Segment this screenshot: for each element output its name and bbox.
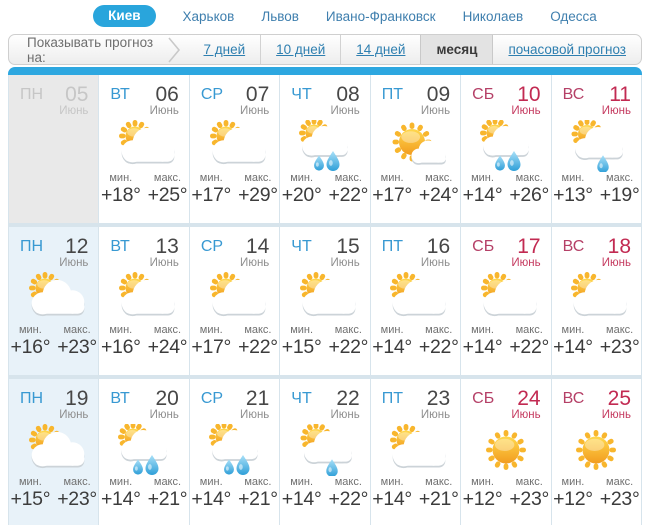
sunny-icon bbox=[561, 424, 631, 476]
day-number: 05 bbox=[65, 83, 89, 106]
day-of-week: СР bbox=[200, 86, 224, 103]
day-number: 06 bbox=[155, 83, 179, 106]
min-temp: +14° bbox=[553, 335, 593, 358]
temperatures bbox=[99, 324, 188, 359]
day-header bbox=[9, 227, 98, 271]
day-of-week: ВТ bbox=[110, 238, 130, 255]
mostly-cloudy-icon bbox=[471, 272, 541, 324]
sunny-icon bbox=[471, 424, 541, 476]
day-card-19[interactable] bbox=[9, 379, 98, 525]
max-temp: +24° bbox=[418, 183, 459, 206]
temperatures bbox=[280, 172, 369, 207]
temperatures bbox=[552, 172, 641, 207]
temperatures bbox=[280, 476, 369, 511]
day-card-06[interactable] bbox=[99, 75, 188, 223]
day-card-23[interactable] bbox=[371, 379, 460, 525]
month-name: Июнь bbox=[149, 257, 179, 269]
rain-sun-icon bbox=[471, 120, 541, 172]
day-of-week: СБ bbox=[472, 86, 495, 103]
month-name: Июнь bbox=[601, 257, 631, 269]
city-tab-ivano-frankovsk[interactable]: Ивано-Франковск bbox=[325, 8, 436, 24]
day-card-16[interactable] bbox=[371, 227, 460, 375]
day-of-week: ВТ bbox=[110, 390, 130, 407]
day-number: 24 bbox=[517, 387, 541, 410]
max-temp: +29° bbox=[238, 183, 278, 206]
temperatures bbox=[461, 172, 550, 207]
min-label: мин. bbox=[290, 323, 314, 336]
day-number: 08 bbox=[336, 83, 360, 106]
month-name: Июнь bbox=[240, 257, 270, 269]
day-number: 25 bbox=[607, 387, 631, 410]
max-label: макс. bbox=[425, 323, 453, 336]
max-temp: +21° bbox=[238, 487, 278, 510]
day-card-12[interactable] bbox=[9, 227, 98, 375]
day-card-05 bbox=[9, 75, 98, 223]
temperatures bbox=[190, 476, 279, 511]
min-label: мин. bbox=[109, 171, 133, 184]
max-label: макс. bbox=[515, 323, 543, 336]
month-name: Июнь bbox=[420, 257, 451, 269]
month-name: Июнь bbox=[149, 105, 179, 117]
day-number: 10 bbox=[517, 83, 541, 106]
day-header bbox=[99, 227, 188, 271]
temperatures bbox=[461, 476, 550, 511]
month-name: Июнь bbox=[511, 409, 541, 421]
day-card-07[interactable] bbox=[190, 75, 279, 223]
temperatures bbox=[461, 324, 550, 359]
day-of-week: ПН bbox=[20, 238, 44, 255]
temperatures bbox=[99, 476, 188, 511]
range-option-7-days[interactable]: 7 дней bbox=[203, 42, 246, 57]
temperatures bbox=[9, 324, 98, 359]
day-of-week: ПН bbox=[20, 86, 44, 103]
city-tab-nikolaev[interactable]: Николаев bbox=[462, 8, 524, 24]
day-card-24[interactable] bbox=[461, 379, 550, 525]
temperatures bbox=[371, 476, 460, 511]
calendar-top-bar bbox=[8, 67, 642, 75]
day-number: 15 bbox=[336, 235, 360, 258]
month-name: Июнь bbox=[240, 105, 270, 117]
mostly-sunny-icon bbox=[380, 120, 450, 172]
max-temp: +21° bbox=[147, 487, 188, 510]
day-header bbox=[461, 227, 550, 271]
day-of-week: СБ bbox=[472, 390, 495, 407]
range-option-14-days[interactable]: 14 дней bbox=[356, 42, 406, 57]
mostly-cloudy-icon bbox=[200, 272, 270, 324]
max-temp: +22° bbox=[328, 183, 369, 206]
forecast-range-label: Показывать прогноз на: bbox=[27, 34, 154, 65]
min-temp: +16° bbox=[100, 335, 141, 358]
month-name: Июнь bbox=[330, 257, 360, 269]
day-card-18[interactable] bbox=[552, 227, 641, 375]
day-number: 21 bbox=[245, 387, 270, 410]
day-header bbox=[99, 75, 188, 119]
min-temp: +14° bbox=[281, 487, 322, 510]
day-header bbox=[552, 227, 641, 271]
day-of-week: ПН bbox=[20, 390, 44, 407]
min-temp: +14° bbox=[372, 335, 412, 358]
day-card-08[interactable] bbox=[280, 75, 369, 223]
chevron-right-icon bbox=[166, 35, 182, 64]
day-card-21[interactable] bbox=[190, 379, 279, 525]
day-card-20[interactable] bbox=[99, 379, 188, 525]
max-label: макс. bbox=[244, 475, 272, 488]
min-label: мин. bbox=[561, 475, 585, 488]
rain-sun-icon bbox=[109, 424, 179, 476]
day-header bbox=[552, 75, 641, 119]
day-card-17[interactable] bbox=[461, 227, 550, 375]
day-of-week: ЧТ bbox=[291, 390, 312, 407]
max-temp: +23° bbox=[509, 487, 550, 510]
min-label: мин. bbox=[109, 323, 133, 336]
day-number: 07 bbox=[245, 83, 270, 106]
max-label: макс. bbox=[153, 323, 182, 336]
temperatures bbox=[371, 172, 460, 207]
rain-sun-icon bbox=[290, 120, 360, 172]
day-of-week: ВС bbox=[562, 238, 585, 255]
day-of-week: ПТ bbox=[381, 238, 403, 255]
min-temp: +15° bbox=[10, 487, 51, 510]
day-number: 19 bbox=[65, 387, 89, 410]
temperatures bbox=[371, 324, 460, 359]
day-header bbox=[190, 227, 279, 271]
max-label: макс. bbox=[515, 475, 543, 488]
day-header bbox=[190, 379, 279, 423]
min-temp: +14° bbox=[462, 183, 503, 206]
max-temp: +22° bbox=[418, 335, 459, 358]
range-option-month[interactable]: месяц bbox=[420, 35, 493, 64]
max-temp: +23° bbox=[599, 335, 640, 358]
forecast-range-bar bbox=[8, 34, 642, 65]
min-label: мин. bbox=[471, 323, 494, 336]
max-temp: +22° bbox=[509, 335, 550, 358]
month-name: Июнь bbox=[149, 409, 179, 421]
day-header bbox=[190, 75, 279, 119]
max-label: макс. bbox=[153, 475, 182, 488]
max-temp: +26° bbox=[509, 183, 550, 206]
min-label: мин. bbox=[561, 171, 585, 184]
day-header bbox=[461, 75, 550, 119]
day-number: 12 bbox=[65, 235, 89, 258]
day-number: 22 bbox=[336, 387, 360, 410]
day-of-week: ЧТ bbox=[291, 238, 312, 255]
mostly-cloudy-icon bbox=[561, 272, 631, 324]
month-name: Июнь bbox=[511, 105, 541, 117]
day-of-week: СР bbox=[200, 390, 224, 407]
light-rain-sun-icon bbox=[290, 424, 360, 476]
min-temp: +15° bbox=[281, 335, 322, 358]
mostly-cloudy-icon bbox=[200, 120, 270, 172]
day-card-10[interactable] bbox=[461, 75, 550, 223]
min-label: мин. bbox=[471, 171, 494, 184]
mostly-cloudy-icon bbox=[380, 424, 450, 476]
min-temp: +12° bbox=[462, 487, 503, 510]
day-of-week: СР bbox=[200, 238, 224, 255]
day-of-week: ЧТ bbox=[291, 86, 312, 103]
day-of-week: ПТ bbox=[381, 390, 403, 407]
city-tab-lvov[interactable]: Львов bbox=[261, 8, 299, 24]
temperatures bbox=[190, 324, 279, 359]
month-name: Июнь bbox=[59, 257, 89, 269]
min-label: мин. bbox=[380, 323, 404, 336]
temperatures bbox=[190, 172, 279, 207]
max-temp: +19° bbox=[599, 183, 640, 206]
min-label: мин. bbox=[380, 475, 404, 488]
min-label: мин. bbox=[290, 171, 314, 184]
temperatures bbox=[552, 476, 641, 511]
min-label: мин. bbox=[290, 475, 314, 488]
day-header bbox=[371, 379, 460, 423]
min-label: мин. bbox=[471, 475, 494, 488]
temperatures bbox=[9, 476, 98, 511]
day-number: 20 bbox=[155, 387, 179, 410]
min-temp: +16° bbox=[10, 335, 51, 358]
max-temp: +24° bbox=[147, 335, 188, 358]
max-label: макс. bbox=[153, 171, 182, 184]
max-label: макс. bbox=[244, 323, 272, 336]
min-temp: +14° bbox=[100, 487, 141, 510]
max-label: макс. bbox=[334, 323, 362, 336]
max-temp: +22° bbox=[238, 335, 278, 358]
max-label: макс. bbox=[63, 475, 91, 488]
month-calendar-grid bbox=[8, 75, 642, 525]
day-of-week: ПТ bbox=[381, 86, 403, 103]
day-header bbox=[9, 75, 98, 119]
day-header bbox=[280, 227, 369, 271]
min-temp: +13° bbox=[553, 183, 593, 206]
min-temp: +17° bbox=[191, 335, 232, 358]
max-label: макс. bbox=[606, 171, 634, 184]
month-name: Июнь bbox=[511, 257, 541, 269]
range-option-hourly[interactable]: почасовой прогноз bbox=[508, 42, 626, 57]
day-number: 11 bbox=[609, 83, 631, 106]
month-name: Июнь bbox=[601, 409, 631, 421]
day-number: 13 bbox=[155, 235, 179, 258]
mostly-cloudy-icon bbox=[109, 120, 179, 172]
min-temp: +14° bbox=[191, 487, 232, 510]
day-header bbox=[552, 379, 641, 423]
day-number: 16 bbox=[426, 235, 451, 258]
day-header bbox=[461, 379, 550, 423]
max-label: макс. bbox=[334, 171, 362, 184]
min-temp: +20° bbox=[281, 183, 322, 206]
city-tab-kiev[interactable]: Киев bbox=[93, 5, 155, 27]
min-temp: +17° bbox=[191, 183, 232, 206]
max-label: макс. bbox=[606, 475, 634, 488]
min-temp: +12° bbox=[553, 487, 593, 510]
month-name: Июнь bbox=[420, 409, 451, 421]
max-temp: +22° bbox=[328, 335, 369, 358]
day-number: 18 bbox=[607, 235, 631, 258]
min-label: мин. bbox=[18, 475, 42, 488]
max-temp: +23° bbox=[599, 487, 640, 510]
min-label: мин. bbox=[561, 323, 585, 336]
day-header bbox=[371, 227, 460, 271]
day-of-week: ВС bbox=[562, 86, 585, 103]
day-header bbox=[9, 379, 98, 423]
max-label: макс. bbox=[515, 171, 543, 184]
min-label: мин. bbox=[199, 323, 223, 336]
forecast-range-options bbox=[188, 35, 641, 64]
mostly-cloudy-icon bbox=[380, 272, 450, 324]
day-card-13[interactable] bbox=[99, 227, 188, 375]
temperatures bbox=[552, 324, 641, 359]
day-number: 14 bbox=[245, 235, 270, 258]
mostly-cloudy-icon bbox=[19, 424, 89, 476]
day-card-11[interactable] bbox=[552, 75, 641, 223]
day-of-week: СБ bbox=[472, 238, 495, 255]
max-label: макс. bbox=[334, 475, 362, 488]
max-temp: +23° bbox=[57, 335, 97, 358]
min-label: мин. bbox=[109, 475, 133, 488]
light-rain-sun-icon bbox=[561, 120, 631, 172]
max-temp: +25° bbox=[147, 183, 188, 206]
max-temp: +23° bbox=[57, 487, 97, 510]
max-label: макс. bbox=[63, 323, 91, 336]
month-name: Июнь bbox=[59, 105, 89, 117]
month-name: Июнь bbox=[601, 105, 631, 117]
max-temp: +21° bbox=[418, 487, 459, 510]
month-name: Июнь bbox=[59, 409, 89, 421]
day-header bbox=[280, 75, 369, 119]
month-name: Июнь bbox=[240, 409, 270, 421]
min-temp: +14° bbox=[462, 335, 503, 358]
max-temp: +22° bbox=[328, 487, 369, 510]
day-of-week: ВС bbox=[562, 390, 585, 407]
mostly-cloudy-icon bbox=[19, 272, 89, 324]
day-card-22[interactable] bbox=[280, 379, 369, 525]
max-label: макс. bbox=[606, 323, 634, 336]
temperatures bbox=[99, 172, 188, 207]
day-of-week: ВТ bbox=[110, 86, 130, 103]
max-label: макс. bbox=[425, 475, 453, 488]
min-temp: +14° bbox=[372, 487, 412, 510]
mostly-cloudy-icon bbox=[290, 272, 360, 324]
min-label: мин. bbox=[18, 323, 42, 336]
min-temp: +17° bbox=[372, 183, 412, 206]
min-label: мин. bbox=[199, 171, 223, 184]
max-label: макс. bbox=[244, 171, 272, 184]
city-tab-odessa[interactable]: Одесса bbox=[550, 8, 597, 24]
range-option-10-days[interactable]: 10 дней bbox=[276, 42, 326, 57]
day-header bbox=[99, 379, 188, 423]
day-card-25[interactable] bbox=[552, 379, 641, 525]
rain-sun-icon bbox=[200, 424, 270, 476]
min-label: мин. bbox=[380, 171, 404, 184]
city-nav bbox=[0, 0, 650, 31]
max-label: макс. bbox=[425, 171, 453, 184]
day-header bbox=[371, 75, 460, 119]
day-number: 23 bbox=[426, 387, 451, 410]
min-temp: +18° bbox=[100, 183, 141, 206]
day-header bbox=[280, 379, 369, 423]
month-name: Июнь bbox=[330, 105, 360, 117]
min-label: мин. bbox=[199, 475, 223, 488]
day-card-14[interactable] bbox=[190, 227, 279, 375]
month-name: Июнь bbox=[330, 409, 360, 421]
day-number: 17 bbox=[517, 235, 541, 258]
day-card-15[interactable] bbox=[280, 227, 369, 375]
day-card-09[interactable] bbox=[371, 75, 460, 223]
city-tab-kharkov[interactable]: Харьков bbox=[182, 8, 235, 24]
month-name: Июнь bbox=[420, 105, 451, 117]
temperatures bbox=[280, 324, 369, 359]
day-number: 09 bbox=[426, 83, 451, 106]
mostly-cloudy-icon bbox=[109, 272, 179, 324]
